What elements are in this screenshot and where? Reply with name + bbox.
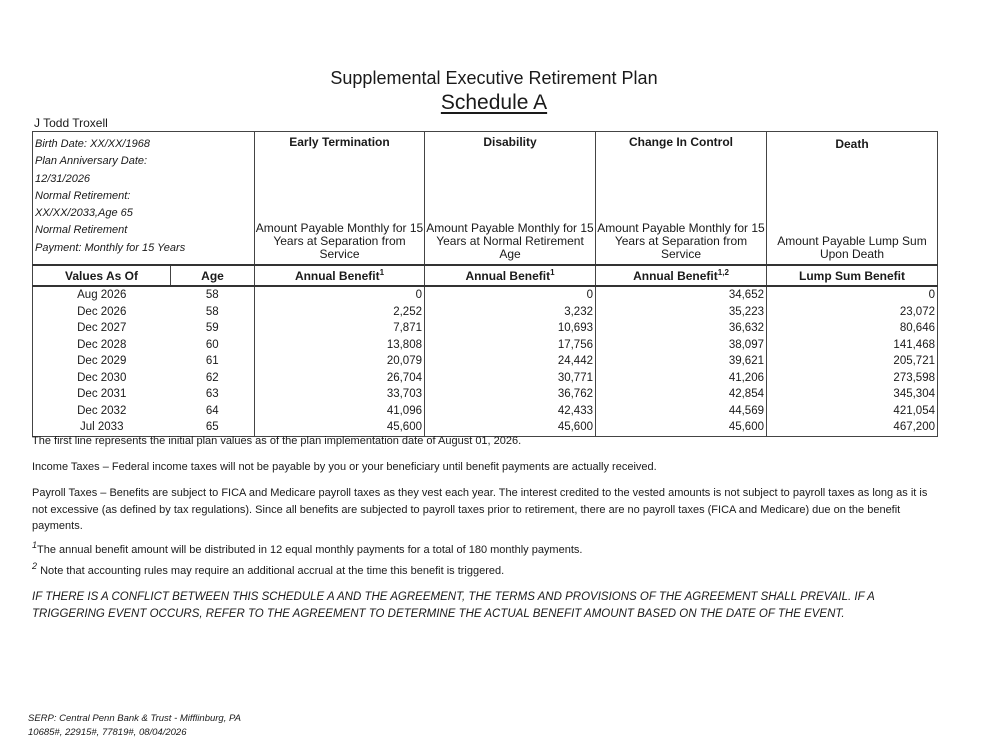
change-in-control-cell: 41,206: [596, 370, 767, 387]
death-benefit-cell: 345,304: [767, 386, 938, 403]
early-termination-cell: 7,871: [255, 320, 425, 337]
change-in-control-cell: 34,652: [596, 286, 767, 304]
table-row: [33, 304, 938, 321]
anniversary-label: Plan Anniversary Date:: [35, 155, 148, 168]
table-row: [33, 320, 938, 337]
disability-cell: 24,442: [425, 353, 596, 370]
income-taxes-note: Income Taxes – Federal income taxes will not be payable by you or your beneficiary until benefit payments are actually received.: [32, 461, 657, 473]
document-footer: [28, 712, 241, 740]
change-in-control-cell: 38,097: [596, 337, 767, 354]
participant-name: J Todd Troxell: [34, 116, 108, 130]
footnote-2-text: Note that accounting rules may require an additional accrual at the time this benefit is triggered.: [37, 565, 505, 577]
change-in-control-cell: 36,632: [596, 320, 767, 337]
disability-cell: 17,756: [425, 337, 596, 354]
annual-benefit-header: Annual Benefit$^1$: [425, 265, 596, 286]
column-death: [767, 132, 938, 266]
age-cell: 58: [205, 305, 219, 318]
table-row: [33, 386, 938, 403]
disability-cell: 45,600: [425, 419, 596, 436]
lump-sum-header: Lump Sum Benefit: [767, 265, 938, 286]
annual-benefit-header: Annual Benefit$^{1,2}$: [596, 265, 767, 286]
death-benefit-cell: 80,646: [767, 320, 938, 337]
column-title: Disability: [483, 135, 537, 149]
values-as-of-cell: Aug 2026: [33, 286, 171, 304]
column-title: Change In Control: [629, 135, 733, 149]
column-description: Amount Payable Lump Sum Upon Death: [777, 234, 927, 261]
early-termination-cell: 41,096: [255, 403, 425, 420]
table-row: [33, 337, 938, 354]
change-in-control-cell: 42,854: [596, 386, 767, 403]
early-termination-cell: 2,252: [255, 304, 425, 321]
values-as-of-cell: Dec 2027: [33, 320, 171, 337]
age-cell: 59: [205, 322, 219, 335]
early-termination-cell: 26,704: [255, 370, 425, 387]
table-row: [33, 353, 938, 370]
footnote-ref: 1,2: [717, 268, 729, 277]
disability-cell: 10,693: [425, 320, 596, 337]
values-as-of-cell: Dec 2028: [33, 337, 171, 354]
benefit-schedule-table: [32, 131, 938, 437]
change-in-control-cell: 39,621: [596, 353, 767, 370]
change-in-control-cell: 35,223: [596, 304, 767, 321]
column-description: Amount Payable Monthly for 15 Years at Separation from Service: [597, 221, 765, 261]
early-termination-cell: 13,808: [255, 337, 425, 354]
age-cell: 63: [205, 388, 219, 401]
table-row: [33, 286, 938, 304]
column-description: Amount Payable Monthly for 15 Years at Separation from Service: [255, 221, 424, 261]
age-cell: 65: [171, 419, 255, 436]
footnote-ref: 1: [379, 268, 385, 277]
table-body: [33, 286, 938, 436]
footer-line-1: SERP: Central Penn Bank & Trust - Mifflinburg, PA: [28, 713, 241, 724]
disability-cell: 0: [425, 286, 596, 304]
disability-cell: 36,762: [425, 386, 596, 403]
death-benefit-cell: 467,200: [767, 419, 938, 436]
death-benefit-cell: 141,468: [767, 337, 938, 354]
change-in-control-cell: 44,569: [596, 403, 767, 420]
column-description: Amount Payable Monthly for 15 Years at Normal Retirement Age: [426, 221, 594, 261]
death-benefit-cell: 273,598: [767, 370, 938, 387]
payroll-taxes-note: Payroll Taxes – Benefits are subject to FICA and Medicare payroll taxes as they vest each year. The interest credited to the vested amounts is not subject to payroll taxes as long as it is not excessive (as defined by tax regulations). Since all benefits are subjected to payroll taxes prior to retirement, there are no payroll taxes (FICA and Medicare) due on the benefit payments.: [32, 487, 928, 532]
footnote-ref: 1: [550, 268, 555, 277]
disability-cell: 42,433: [425, 403, 596, 420]
values-as-of-cell: Dec 2029: [33, 353, 171, 370]
normal-retirement-value: XX/XX/2033,Age 65: [35, 207, 133, 220]
footnote-1-mark: 1: [32, 540, 38, 550]
death-benefit-cell: 23,072: [767, 304, 938, 321]
column-change-in-control: [596, 132, 767, 266]
footnote-2-mark: 2: [32, 561, 38, 571]
values-as-of-cell: Dec 2030: [33, 370, 171, 387]
values-as-of-cell: Dec 2026: [33, 304, 171, 321]
document-subtitle: Schedule A: [440, 91, 548, 114]
column-early-termination: [255, 132, 425, 266]
age-cell: 60: [205, 338, 219, 351]
table-subheader-row: [33, 265, 938, 286]
normal-retirement-label: Normal Retirement:: [35, 189, 131, 202]
death-benefit-cell: 0: [767, 286, 938, 304]
age-cell: 62: [205, 371, 219, 384]
birth-date: Birth Date: XX/XX/1968: [35, 138, 150, 150]
first-line-note: The first line represents the initial plan values as of the plan implementation date of August 01, 2026.: [32, 435, 522, 447]
footnote-2: [32, 558, 938, 580]
age-header: Age: [171, 265, 255, 286]
table-header-row: [33, 132, 938, 266]
disability-cell: 30,771: [425, 370, 596, 387]
death-benefit-cell: 205,721: [767, 353, 938, 370]
age-cell: 61: [205, 355, 219, 368]
age-cell: 58: [205, 289, 219, 302]
column-title: Death: [835, 137, 869, 151]
change-in-control-cell: 45,600: [596, 419, 767, 436]
table-row: [33, 370, 938, 387]
footer-line-2: 10685#, 22915#, 77819#, 08/04/2026: [28, 727, 187, 738]
age-cell: 64: [205, 404, 219, 417]
disability-cell: 3,232: [425, 304, 596, 321]
death-benefit-cell: 421,054: [767, 403, 938, 420]
anniversary-date: 12/31/2026: [35, 172, 91, 185]
values-as-of-header: Values As Of: [33, 265, 171, 286]
normal-retirement: Normal Retirement: [35, 224, 128, 237]
footnote-1: [32, 537, 938, 559]
plan-info-cell: [33, 132, 255, 266]
footnote-1-text: The annual benefit amount will be distributed in 12 equal monthly payments for a total of 180 monthly payments.: [37, 544, 583, 556]
table-row: [33, 403, 938, 420]
early-termination-cell: 20,079: [255, 353, 425, 370]
values-as-of-cell: Dec 2031: [33, 386, 171, 403]
column-title: Early Termination: [289, 135, 390, 149]
annual-benefit-header: Annual Benefit$^1$: [255, 265, 425, 286]
document-title: Supplemental Executive Retirement Plan: [330, 68, 658, 88]
early-termination-cell: 33,703: [255, 386, 425, 403]
values-as-of-cell: Dec 2032: [33, 403, 171, 420]
values-as-of-cell: Jul 2033: [33, 419, 171, 436]
conflict-notice: IF THERE IS A CONFLICT BETWEEN THIS SCHEDULE A AND THE AGREEMENT, THE TERMS AND PROVISIONS OF THE AGREEMENT SHALL PREVAIL. IF A TRIGGERING EVENT OCCURS, REFER TO THE AGREEMENT TO DETERMINE THE ACTUAL BENEFIT AMOUNT BASED ON THE DATE OF THE EVENT.: [32, 591, 875, 620]
early-termination-cell: 45,600: [255, 419, 425, 436]
payment-terms: Payment: Monthly for 15 Years: [35, 241, 186, 254]
early-termination-cell: 0: [255, 286, 425, 304]
column-disability: [425, 132, 596, 266]
